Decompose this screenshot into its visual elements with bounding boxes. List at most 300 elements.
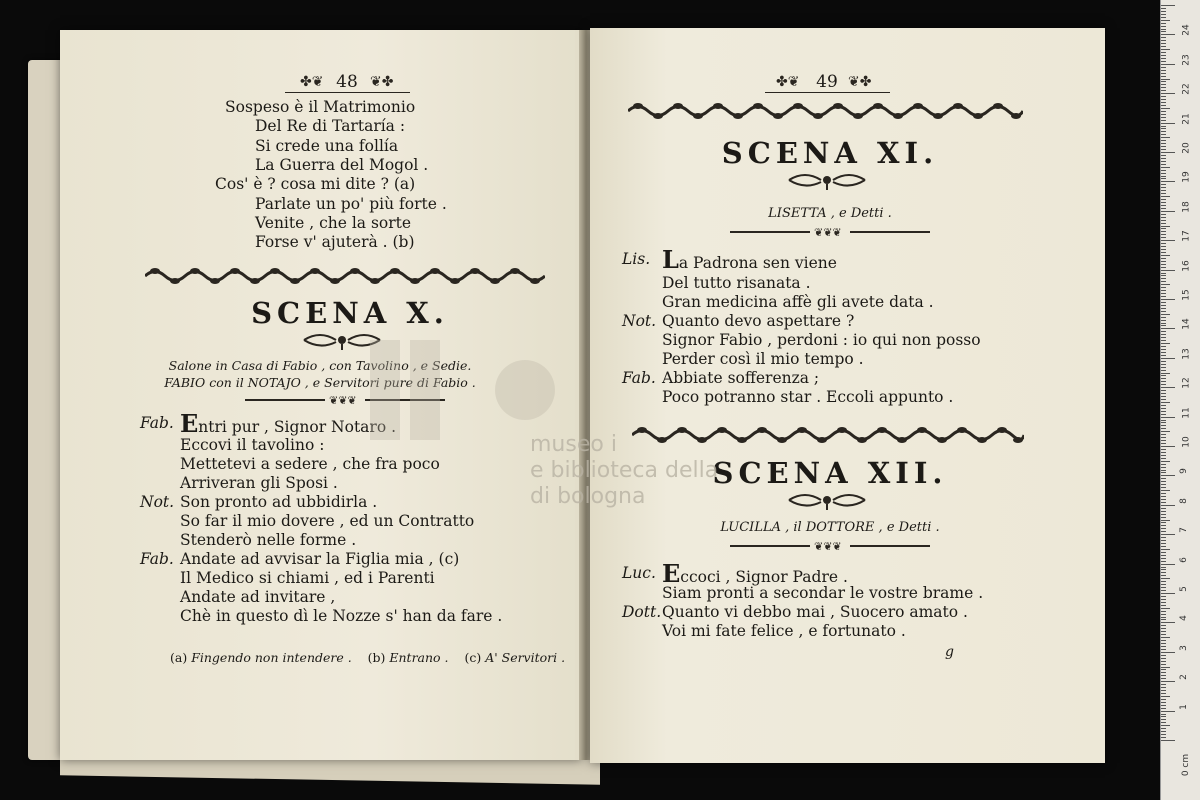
ruler-tick: [1161, 540, 1166, 541]
measurement-ruler: [1160, 0, 1200, 800]
ruler-tick: [1161, 734, 1166, 735]
dialogue-text: Il Medico si chiami , ed i Parenti: [180, 569, 435, 587]
footnote-c-mark: (c): [464, 650, 482, 665]
scena-xii-title: SCENA XII.: [712, 456, 948, 490]
ruler-tick: [1161, 605, 1166, 606]
ruler-tick: [1161, 408, 1166, 409]
ruler-tick: [1161, 205, 1166, 206]
scena-xii-line: [622, 603, 968, 622]
ruler-tick: [1161, 499, 1166, 500]
ruler-tick: [1161, 731, 1166, 732]
footnote-b-mark: (b): [367, 650, 386, 665]
ruler-tick: [1161, 96, 1166, 97]
scena-x-line: [180, 436, 324, 455]
watermark-line-1: museo i: [530, 432, 617, 457]
ruler-tick: [1161, 431, 1170, 432]
svg-text:❦✤: ❦✤: [848, 74, 872, 90]
ruler-tick: [1161, 393, 1166, 394]
ruler-tick: [1161, 243, 1166, 244]
scena-x-line: [180, 607, 502, 626]
ruler-tick: [1161, 599, 1166, 600]
ruler-tick: [1161, 522, 1166, 523]
ruler-tick: [1161, 202, 1166, 203]
ruler-tick: [1161, 646, 1166, 647]
ruler-number: 17: [1181, 230, 1192, 242]
verse-line: Forse v' ajuterà . (b): [255, 233, 415, 252]
ruler-tick: [1161, 40, 1166, 41]
ruler-tick: [1161, 217, 1166, 218]
ruler-tick: [1161, 543, 1166, 544]
ruler-tick: [1161, 455, 1166, 456]
svg-text:✤❦: ✤❦: [776, 74, 800, 90]
ruler-tick: [1161, 79, 1170, 80]
ruler-tick: [1161, 55, 1166, 56]
ruler-tick: [1161, 111, 1166, 112]
ruler-tick: [1161, 193, 1166, 194]
scena-xi-title: SCENA XI.: [721, 136, 939, 170]
scena-xi-line: [662, 350, 864, 369]
vine-ornament-right-2: [632, 424, 1024, 446]
ruler-tick: [1161, 699, 1166, 700]
ruler-tick: [1161, 128, 1166, 129]
vine-ornament-right-1: [628, 100, 1023, 122]
dialogue-text: ccoci , Signor Padre .: [680, 568, 848, 586]
ruler-tick: [1161, 434, 1166, 435]
ruler-tick: [1161, 246, 1166, 247]
ruler-tick: [1161, 214, 1166, 215]
ruler-tick: [1161, 567, 1166, 568]
verse-line: La Guerra del Mogol .: [255, 155, 429, 174]
ruler-number: 2: [1178, 674, 1189, 681]
ruler-tick: [1161, 655, 1166, 656]
ruler-tick: [1161, 373, 1170, 374]
ruler-tick: [1161, 167, 1170, 168]
ruler-tick: [1161, 105, 1166, 106]
ruler-tick: [1161, 490, 1170, 491]
svg-text:❦❦❦: ❦❦❦: [814, 540, 842, 552]
ruler-tick: [1161, 278, 1166, 279]
ruler-tick: [1161, 275, 1166, 276]
ruler-tick: [1161, 84, 1166, 85]
ruler-tick: [1161, 240, 1175, 241]
fleuron-ornament-xi: [785, 170, 869, 192]
dialogue-text: So far il mio dovere , ed un Contratto: [180, 512, 475, 530]
speaker-label: Fab.: [622, 369, 656, 387]
scena-x-line: [180, 455, 440, 474]
ruler-number: 9: [1178, 468, 1189, 475]
ruler-tick: [1161, 628, 1166, 629]
ruler-tick: [1161, 569, 1166, 570]
ruler-tick: [1161, 287, 1166, 288]
dialogue-text: Quanto devo aspettare ?: [662, 312, 855, 330]
ruler-tick: [1161, 34, 1175, 35]
ruler-tick: [1161, 117, 1166, 118]
ruler-tick: [1161, 496, 1166, 497]
ruler-tick: [1161, 61, 1166, 62]
scena-xi-line: [622, 369, 820, 388]
scena-xii-line: [662, 584, 983, 603]
scena-xi-cast: LISETTA , e Detti .: [768, 206, 892, 221]
ruler-tick: [1161, 52, 1166, 53]
ruler-tick: [1161, 37, 1166, 38]
ruler-tick: [1161, 640, 1166, 641]
ruler-tick: [1161, 590, 1166, 591]
ruler-tick: [1161, 76, 1166, 77]
ruler-tick: [1161, 531, 1166, 532]
drop-cap: E: [662, 559, 681, 588]
dialogue-text: Abbiate sofferenza ;: [662, 369, 820, 387]
ruler-number: 6: [1178, 556, 1189, 563]
footnotes-left: [170, 650, 565, 665]
ruler-tick: [1161, 176, 1166, 177]
ruler-tick: [1161, 267, 1166, 268]
ruler-tick: [1161, 296, 1166, 297]
ruler-tick: [1161, 449, 1166, 450]
ruler-tick: [1161, 346, 1166, 347]
ruler-tick: [1161, 696, 1170, 697]
ruler-tick: [1161, 155, 1166, 156]
page-number-right: 49: [816, 72, 838, 92]
ruler-tick: [1161, 658, 1166, 659]
header-rule-left: [285, 92, 410, 93]
stage-direction-2: FABIO con il NOTAJO , e Servitori pure di Fabio .: [164, 375, 476, 390]
ruler-tick: [1161, 649, 1166, 650]
ruler-tick: [1161, 123, 1175, 124]
drop-cap: L: [662, 245, 679, 274]
ruler-tick: [1161, 678, 1166, 679]
ruler-tick: [1161, 593, 1175, 594]
ruler-tick: [1161, 305, 1166, 306]
ruler-tick: [1161, 643, 1166, 644]
ruler-tick: [1161, 702, 1166, 703]
dialogue-text: Mettetevi a sedere , che fra poco: [180, 455, 440, 473]
scena-xi-line: [662, 293, 934, 312]
ruler-tick: [1161, 461, 1170, 462]
ruler-tick: [1161, 478, 1166, 479]
ruler-number: 24: [1181, 24, 1192, 37]
speaker-label: Dott.: [622, 603, 662, 621]
ruler-tick: [1161, 146, 1166, 147]
ruler-number: 19: [1181, 171, 1192, 184]
ruler-tick: [1161, 208, 1166, 209]
ruler-tick: [1161, 481, 1166, 482]
ruler-tick: [1161, 661, 1166, 662]
ruler-number: 18: [1181, 201, 1192, 213]
ruler-tick: [1161, 29, 1166, 30]
svg-text:❦❦❦: ❦❦❦: [329, 394, 357, 406]
ruler-tick: [1161, 317, 1166, 318]
scena-xii-line: [662, 622, 906, 641]
ruler-tick: [1161, 140, 1166, 141]
ruler-tick: [1161, 143, 1166, 144]
ruler-tick: [1161, 293, 1166, 294]
ruler-tick: [1161, 90, 1166, 91]
ruler-tick: [1161, 87, 1166, 88]
dialogue-text: Quanto vi debbo mai , Suocero amato .: [662, 603, 968, 621]
ruler-tick: [1161, 525, 1166, 526]
ruler-tick: [1161, 614, 1166, 615]
ruler-tick: [1161, 328, 1175, 329]
ruler-tick: [1161, 405, 1166, 406]
ruler-tick: [1161, 508, 1166, 509]
page-number-left: 48: [336, 72, 358, 92]
footnote-a-text: Fingendo non intendere .: [191, 650, 352, 665]
ruler-tick: [1161, 637, 1170, 638]
ruler-tick: [1161, 308, 1166, 309]
verse-line: Parlate un po' più forte .: [255, 194, 447, 213]
ruler-tick: [1161, 137, 1170, 138]
ruler-tick: [1161, 687, 1166, 688]
ruler-tick: [1161, 443, 1166, 444]
ruler-tick: [1161, 622, 1175, 623]
ruler-tick: [1161, 343, 1170, 344]
dialogue-text: a Padrona sen viene: [678, 254, 837, 272]
ruler-tick: [1161, 611, 1166, 612]
ruler-tick: [1161, 664, 1166, 665]
ruler-tick: [1161, 484, 1166, 485]
ruler-tick: [1161, 161, 1166, 162]
ruler-tick: [1161, 464, 1166, 465]
ruler-tick: [1161, 249, 1166, 250]
ruler-tick: [1161, 719, 1166, 720]
ruler-number: 22: [1181, 83, 1192, 95]
ruler-tick: [1161, 131, 1166, 132]
fleuron-ornament-xii: [785, 490, 869, 512]
ruler-tick: [1161, 81, 1166, 82]
footnote-b-text: Entrano .: [389, 650, 449, 665]
speaker-label: Lis.: [622, 250, 651, 268]
ruler-number: 11: [1181, 406, 1192, 419]
ruler-tick: [1161, 537, 1166, 538]
ruler-tick: [1161, 23, 1166, 24]
ruler-tick: [1161, 669, 1166, 670]
ruler-tick: [1161, 511, 1166, 512]
ruler-tick: [1161, 602, 1166, 603]
ruler-tick: [1161, 740, 1175, 741]
dialogue-text: ntri pur , Signor Notaro .: [198, 418, 397, 436]
ruler-tick: [1161, 458, 1166, 459]
ruler-tick: [1161, 67, 1166, 68]
ruler-tick: [1161, 528, 1166, 529]
ruler-tick: [1161, 299, 1175, 300]
scena-x-line: [180, 512, 474, 531]
ruler-tick: [1161, 311, 1166, 312]
ruler-tick: [1161, 555, 1166, 556]
ruler-tick: [1161, 467, 1166, 468]
ruler-tick: [1161, 549, 1170, 550]
ruler-unit-label: 0 cm: [1181, 753, 1192, 777]
ruler-tick: [1161, 681, 1175, 682]
footnote-a-mark: (a): [170, 650, 188, 665]
ruler-tick: [1161, 337, 1166, 338]
ruler-tick: [1161, 675, 1166, 676]
scena-xi-line: [662, 274, 811, 293]
svg-text:✤❦: ✤❦: [300, 74, 324, 90]
ruler-tick: [1161, 223, 1166, 224]
ruler-tick: [1161, 231, 1166, 232]
ruler-tick: [1161, 199, 1166, 200]
ruler-tick: [1161, 190, 1166, 191]
scena-xi-line: [662, 331, 981, 350]
scena-x-line: [140, 550, 460, 569]
ruler-tick: [1161, 302, 1166, 303]
ruler-tick: [1161, 158, 1166, 159]
ruler-tick: [1161, 331, 1166, 332]
ruler-tick: [1161, 290, 1166, 291]
ruler-tick: [1161, 596, 1166, 597]
ruler-number: 1: [1178, 703, 1189, 710]
ruler-tick: [1161, 399, 1166, 400]
ruler-tick: [1161, 564, 1175, 565]
ruler-tick: [1161, 625, 1166, 626]
ruler-tick: [1161, 384, 1166, 385]
ruler-tick: [1161, 99, 1166, 100]
dialogue-text: Voi mi fate felice , e fortunato .: [662, 622, 906, 640]
ruler-tick: [1161, 652, 1175, 653]
ruler-tick: [1161, 11, 1166, 12]
ruler-tick: [1161, 43, 1166, 44]
dialogue-text: Perder così il mio tempo .: [662, 350, 864, 368]
ruler-tick: [1161, 255, 1170, 256]
ruler-tick: [1161, 228, 1166, 229]
stage-direction-1: Salone in Casa di Fabio , con Tavolino , e Sedie.: [168, 358, 472, 373]
ruler-tick: [1161, 493, 1166, 494]
scena-x-line: [140, 493, 378, 512]
ruler-tick: [1161, 149, 1166, 150]
ruler-tick: [1161, 237, 1166, 238]
scena-xii-cast: LUCILLA , il DOTTORE , e Detti .: [720, 520, 940, 535]
ruler-tick: [1161, 284, 1170, 285]
ruler-tick: [1161, 534, 1175, 535]
ruler-number: 5: [1178, 586, 1189, 592]
ruler-tick: [1161, 475, 1175, 476]
ruler-tick: [1161, 314, 1170, 315]
dialogue-text: Gran medicina affè gli avete data .: [662, 293, 934, 311]
ruler-tick: [1161, 270, 1175, 271]
verse-line: Venite , che la sorte: [255, 213, 412, 232]
ruler-tick: [1161, 126, 1166, 127]
ruler-tick: [1161, 487, 1166, 488]
ruler-tick: [1161, 181, 1175, 182]
ruler-tick: [1161, 690, 1166, 691]
watermark-line-3: di bologna: [530, 484, 646, 509]
dialogue-text: Siam pronti a secondar le vostre brame .: [662, 584, 984, 602]
ruler-tick: [1161, 14, 1166, 15]
speaker-label: Fab.: [140, 414, 174, 432]
dialogue-text: Eccovi il tavolino :: [180, 436, 325, 454]
ruler-tick: [1161, 340, 1166, 341]
ruler-number: 21: [1181, 112, 1192, 125]
ruler-tick: [1161, 425, 1166, 426]
ruler-number: 10: [1181, 436, 1192, 448]
ruler-tick: [1161, 737, 1166, 738]
verse-line: Si crede una follía: [255, 136, 399, 155]
ruler-tick: [1161, 323, 1166, 324]
ruler-tick: [1161, 184, 1166, 185]
ruler-tick: [1161, 422, 1166, 423]
dialogue-text: Andate ad avvisar la Figlia mia , (c): [180, 550, 460, 568]
ruler-tick: [1161, 108, 1170, 109]
drop-cap: E: [180, 409, 199, 438]
ruler-tick: [1161, 164, 1166, 165]
ruler-tick: [1161, 578, 1170, 579]
ruler-tick: [1161, 402, 1170, 403]
ruler-number: 3: [1178, 644, 1189, 651]
ruler-tick: [1161, 708, 1166, 709]
divider-rule-xi: [730, 226, 930, 238]
ruler-tick: [1161, 446, 1175, 447]
vine-ornament-left: [145, 265, 545, 287]
ruler-tick: [1161, 411, 1166, 412]
ruler-tick: [1161, 58, 1166, 59]
ruler-tick: [1161, 93, 1175, 94]
ruler-tick: [1161, 684, 1166, 685]
ruler-tick: [1161, 349, 1166, 350]
scena-xi-line: [662, 388, 953, 407]
ruler-tick: [1161, 46, 1166, 47]
ruler-tick: [1161, 440, 1166, 441]
dialogue-text: Del tutto risanata .: [662, 274, 811, 292]
ruler-tick: [1161, 575, 1166, 576]
ruler-tick: [1161, 437, 1166, 438]
ruler-number: 12: [1181, 377, 1192, 389]
ruler-tick: [1161, 631, 1166, 632]
ruler-tick: [1161, 264, 1166, 265]
right-page: [590, 28, 1105, 763]
ruler-tick: [1161, 417, 1175, 418]
ruler-tick: [1161, 134, 1166, 135]
ruler-tick: [1161, 364, 1166, 365]
ruler-tick: [1161, 281, 1166, 282]
dialogue-text: Son pronto ad ubbidirla .: [180, 493, 378, 511]
ruler-tick: [1161, 8, 1166, 9]
ruler-tick: [1161, 608, 1170, 609]
ruler-number: 13: [1181, 348, 1192, 360]
watermark-line-2: e biblioteca della: [530, 458, 719, 483]
footnote-c-text: A' Servitori .: [485, 650, 566, 665]
ruler-number: 23: [1181, 54, 1192, 66]
ruler-number: 16: [1181, 259, 1192, 272]
ruler-tick: [1161, 187, 1166, 188]
ruler-tick: [1161, 355, 1166, 356]
speaker-label: Luc.: [622, 564, 656, 582]
ruler-tick: [1161, 584, 1166, 585]
ruler-tick: [1161, 64, 1175, 65]
ruler-tick: [1161, 672, 1166, 673]
ruler-tick: [1161, 114, 1166, 115]
ruler-tick: [1161, 667, 1170, 668]
verse-line: Del Re di Tartaría :: [255, 117, 406, 136]
ruler-tick: [1161, 546, 1166, 547]
ruler-tick: [1161, 390, 1166, 391]
ruler-tick: [1161, 505, 1175, 506]
ruler-tick: [1161, 152, 1175, 153]
ruler-tick: [1161, 73, 1166, 74]
ruler-tick: [1161, 520, 1170, 521]
ruler-tick: [1161, 587, 1166, 588]
ruler-tick: [1161, 552, 1166, 553]
ruler-tick: [1161, 428, 1166, 429]
ruler-tick: [1161, 387, 1175, 388]
ruler-tick: [1161, 617, 1166, 618]
ruler-tick: [1161, 325, 1166, 326]
ruler-tick: [1161, 714, 1166, 715]
ruler-tick: [1161, 178, 1166, 179]
ruler-tick: [1161, 252, 1166, 253]
ruler-tick: [1161, 211, 1175, 212]
speaker-label: Not.: [622, 312, 657, 330]
ruler-tick: [1161, 728, 1166, 729]
